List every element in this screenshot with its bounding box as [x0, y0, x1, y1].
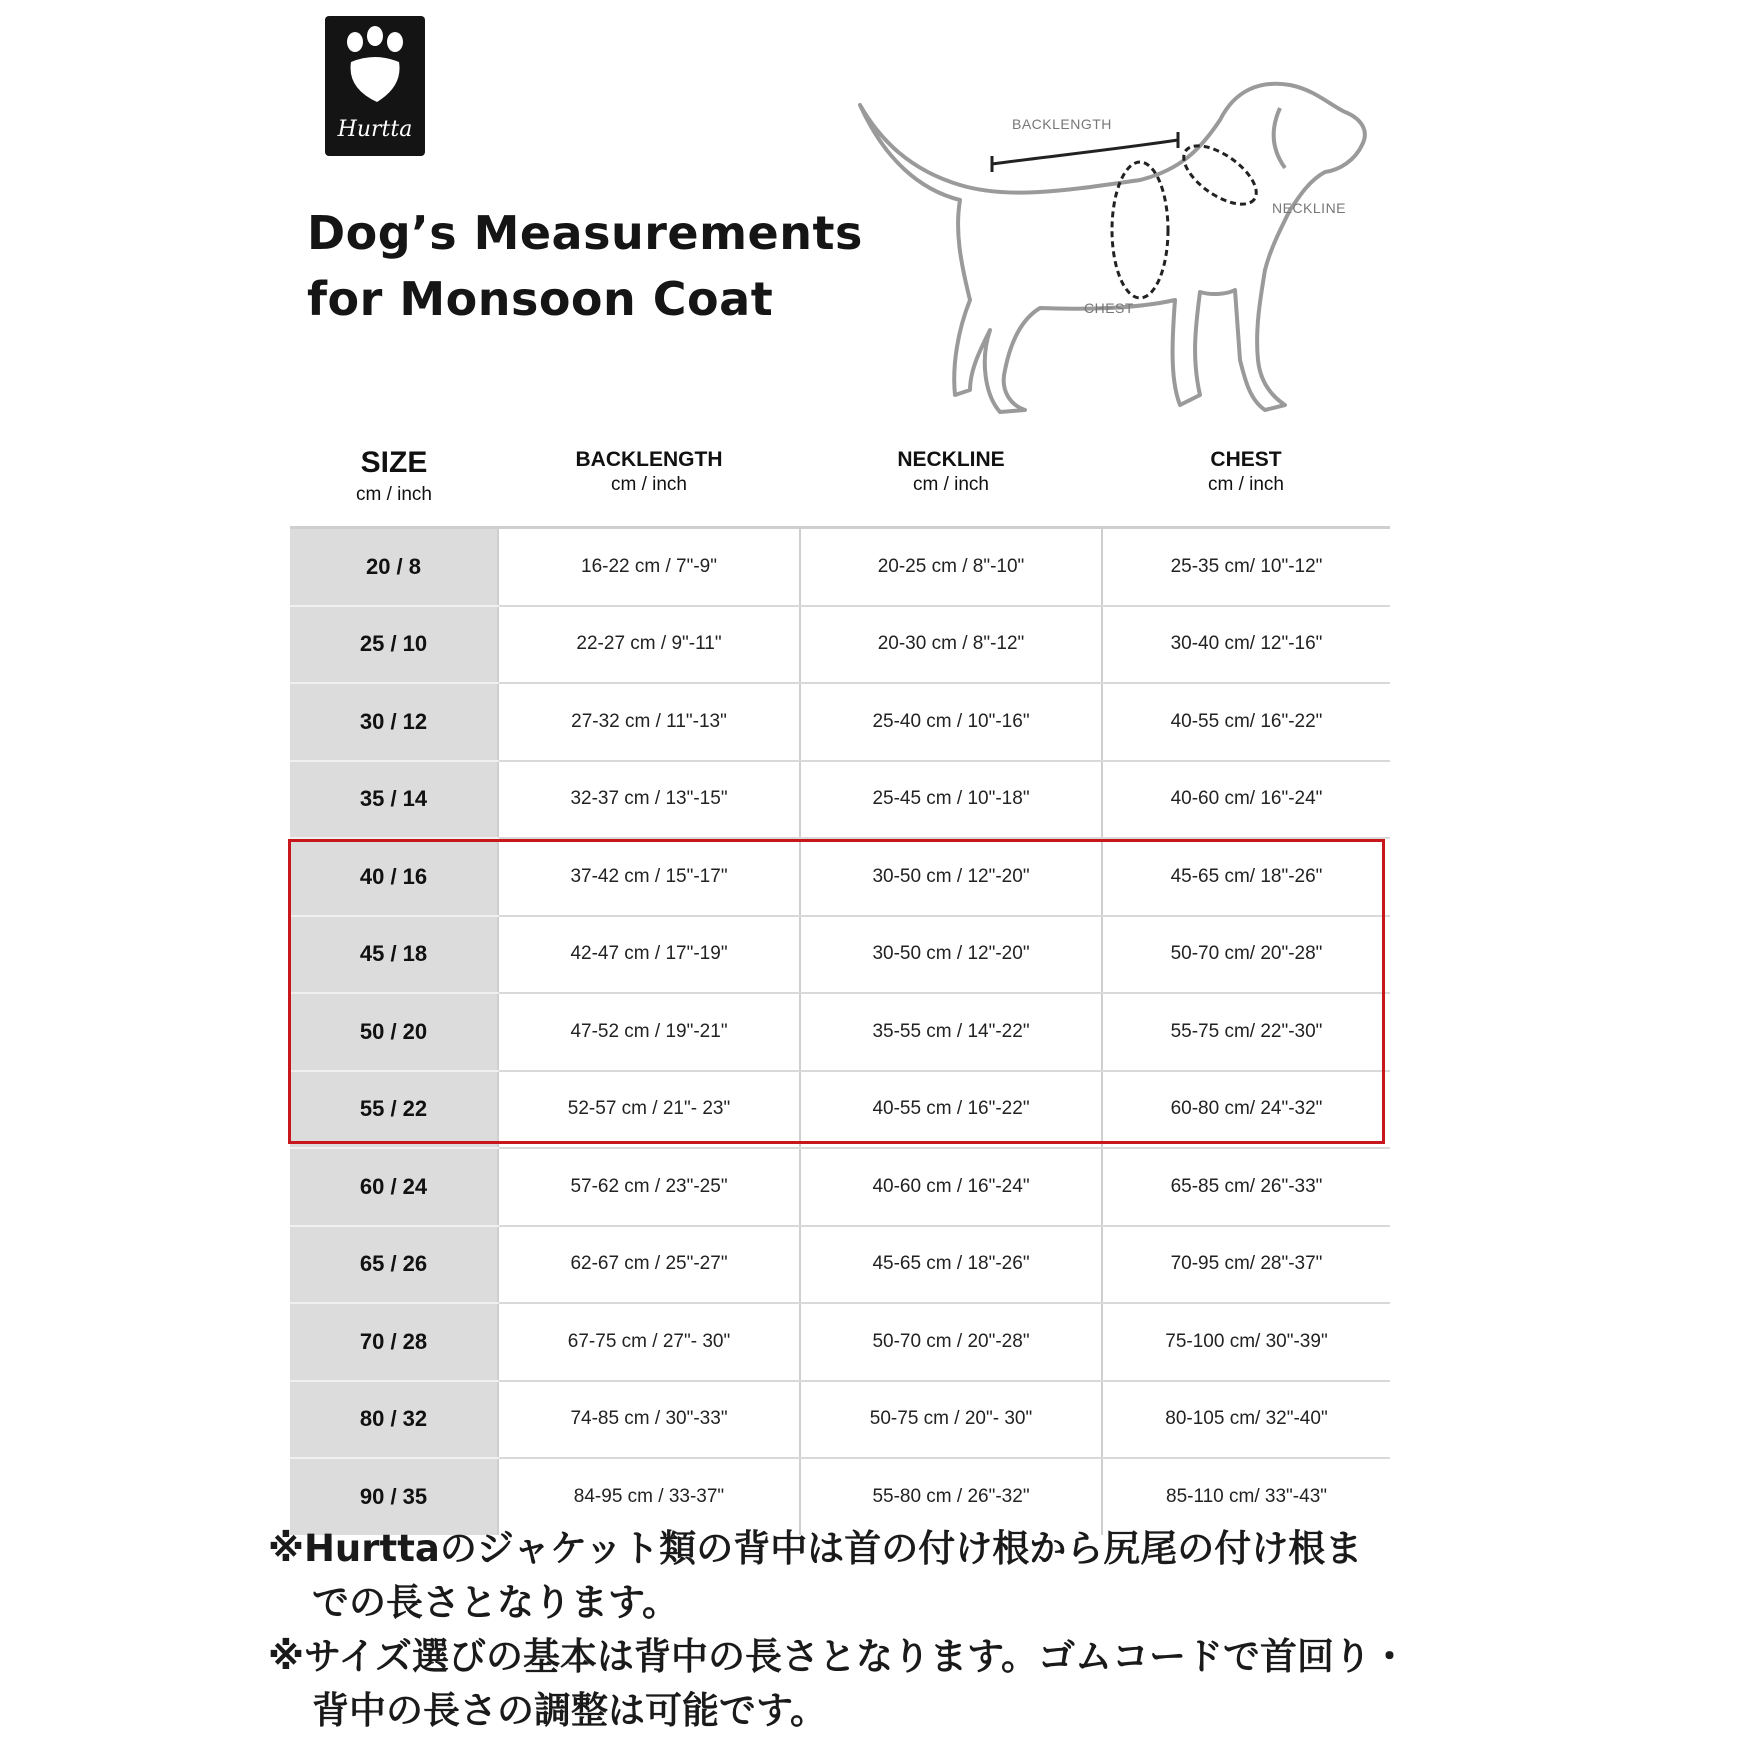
page-title	[307, 200, 863, 332]
chest-cell: 60-80 cm/ 24"-32"	[1102, 1071, 1390, 1149]
notes	[268, 1522, 1568, 1738]
header-chest	[1102, 440, 1390, 528]
neckline-cell: 30-50 cm / 12"-20"	[800, 916, 1102, 994]
header-neckline	[800, 440, 1102, 528]
backlength-cell: 37-42 cm / 15"-17"	[498, 838, 800, 916]
size-table-container	[290, 440, 1390, 1535]
chest-cell: 40-60 cm/ 16"-24"	[1102, 761, 1390, 839]
size-cell: 70 / 28	[290, 1303, 498, 1381]
size-cell: 65 / 26	[290, 1226, 498, 1304]
table-row	[290, 528, 1390, 606]
chest-cell: 80-105 cm/ 32"-40"	[1102, 1381, 1390, 1459]
table-row	[290, 1148, 1390, 1226]
header-size-unit: cm / inch	[355, 484, 433, 505]
neckline-cell: 40-60 cm / 16"-24"	[800, 1148, 1102, 1226]
size-cell: 50 / 20	[290, 993, 498, 1071]
size-table	[290, 440, 1390, 1535]
header-size	[290, 440, 498, 528]
chest-cell: 25-35 cm/ 10"-12"	[1102, 528, 1390, 606]
table-row	[290, 606, 1390, 684]
neckline-cell: 20-30 cm / 8"-12"	[800, 606, 1102, 684]
table-row	[290, 761, 1390, 839]
chest-cell: 45-65 cm/ 18"-26"	[1102, 838, 1390, 916]
backlength-cell: 84-95 cm / 33-37"	[498, 1458, 800, 1535]
note-2-line-1: ※サイズ選びの基本は背中の長さとなります。ゴムコードで首回り・	[268, 1635, 1409, 1678]
neckline-measure-ring	[1174, 135, 1266, 216]
paw-icon	[343, 26, 407, 104]
hurtta-logo	[325, 16, 425, 156]
table-row	[290, 1381, 1390, 1459]
header-neckline-unit: cm / inch	[912, 474, 990, 495]
title-line-2: for Monsoon Coat	[307, 272, 774, 326]
table-row	[290, 993, 1390, 1071]
label-chest: CHEST	[1084, 300, 1134, 316]
size-cell: 55 / 22	[290, 1071, 498, 1149]
chest-measure-ring	[1112, 162, 1168, 298]
backlength-cell: 57-62 cm / 23"-25"	[498, 1148, 800, 1226]
chest-cell: 55-75 cm/ 22"-30"	[1102, 993, 1390, 1071]
chest-cell: 30-40 cm/ 12"-16"	[1102, 606, 1390, 684]
neckline-cell: 25-40 cm / 10"-16"	[800, 683, 1102, 761]
neckline-cell: 40-55 cm / 16"-22"	[800, 1071, 1102, 1149]
backlength-cell: 47-52 cm / 19"-21"	[498, 993, 800, 1071]
neckline-cell: 35-55 cm / 14"-22"	[800, 993, 1102, 1071]
size-cell: 20 / 8	[290, 528, 498, 606]
backlength-cell: 22-27 cm / 9"-11"	[498, 606, 800, 684]
dog-diagram	[840, 60, 1380, 424]
table-row	[290, 1303, 1390, 1381]
chest-cell: 75-100 cm/ 30"-39"	[1102, 1303, 1390, 1381]
table-row	[290, 838, 1390, 916]
chest-cell: 85-110 cm/ 33"-43"	[1102, 1458, 1390, 1535]
neckline-cell: 45-65 cm / 18"-26"	[800, 1226, 1102, 1304]
table-row	[290, 916, 1390, 994]
table-row	[290, 683, 1390, 761]
logo-brand-text: Hurtta	[337, 117, 413, 142]
backlength-cell: 67-75 cm / 27"- 30"	[498, 1303, 800, 1381]
size-cell: 40 / 16	[290, 838, 498, 916]
size-cell: 80 / 32	[290, 1381, 498, 1459]
header-backlength	[498, 440, 800, 528]
label-backlength: BACKLENGTH	[1012, 116, 1112, 132]
size-cell: 45 / 18	[290, 916, 498, 994]
title-line-1: Dog’s Measurements	[307, 206, 863, 260]
backlength-cell: 42-47 cm / 17"-19"	[498, 916, 800, 994]
chest-cell: 40-55 cm/ 16"-22"	[1102, 683, 1390, 761]
table-header-row	[290, 440, 1390, 528]
size-cell: 25 / 10	[290, 606, 498, 684]
header-backlength-unit: cm / inch	[610, 474, 688, 495]
backlength-cell: 32-37 cm / 13"-15"	[498, 761, 800, 839]
header-size-label: SIZE	[360, 446, 428, 479]
size-cell: 60 / 24	[290, 1148, 498, 1226]
note-1-line-2: での長さとなります。	[312, 1581, 680, 1624]
neckline-cell: 50-75 cm / 20"- 30"	[800, 1381, 1102, 1459]
header-chest-unit: cm / inch	[1207, 474, 1285, 495]
table-row	[290, 1071, 1390, 1149]
dog-outline-illustration	[840, 60, 1380, 420]
header-backlength-label: BACKLENGTH	[575, 448, 723, 471]
backlength-cell: 52-57 cm / 21"- 23"	[498, 1071, 800, 1149]
backlength-cell: 74-85 cm / 30"-33"	[498, 1381, 800, 1459]
neckline-cell: 55-80 cm / 26"-32"	[800, 1458, 1102, 1535]
backlength-measure-line	[992, 140, 1178, 164]
size-cell: 35 / 14	[290, 761, 498, 839]
backlength-cell: 62-67 cm / 25"-27"	[498, 1226, 800, 1304]
chest-cell: 70-95 cm/ 28"-37"	[1102, 1226, 1390, 1304]
backlength-cell: 27-32 cm / 11"-13"	[498, 683, 800, 761]
size-cell: 30 / 12	[290, 683, 498, 761]
neckline-cell: 25-45 cm / 10"-18"	[800, 761, 1102, 839]
table-row	[290, 1226, 1390, 1304]
chest-cell: 50-70 cm/ 20"-28"	[1102, 916, 1390, 994]
header-neckline-label: NECKLINE	[897, 448, 1005, 471]
note-1-line-1: ※Hurttaのジャケット類の背中は首の付け根から尻尾の付け根ま	[268, 1527, 1363, 1570]
chest-cell: 65-85 cm/ 26"-33"	[1102, 1148, 1390, 1226]
label-neckline: NECKLINE	[1272, 200, 1347, 216]
neckline-cell: 30-50 cm / 12"-20"	[800, 838, 1102, 916]
neckline-cell: 50-70 cm / 20"-28"	[800, 1303, 1102, 1381]
header-chest-label: CHEST	[1210, 448, 1282, 471]
note-2-line-2: 背中の長さの調整は可能です。	[312, 1689, 828, 1732]
backlength-cell: 16-22 cm / 7"-9"	[498, 528, 800, 606]
size-cell: 90 / 35	[290, 1458, 498, 1535]
neckline-cell: 20-25 cm / 8"-10"	[800, 528, 1102, 606]
